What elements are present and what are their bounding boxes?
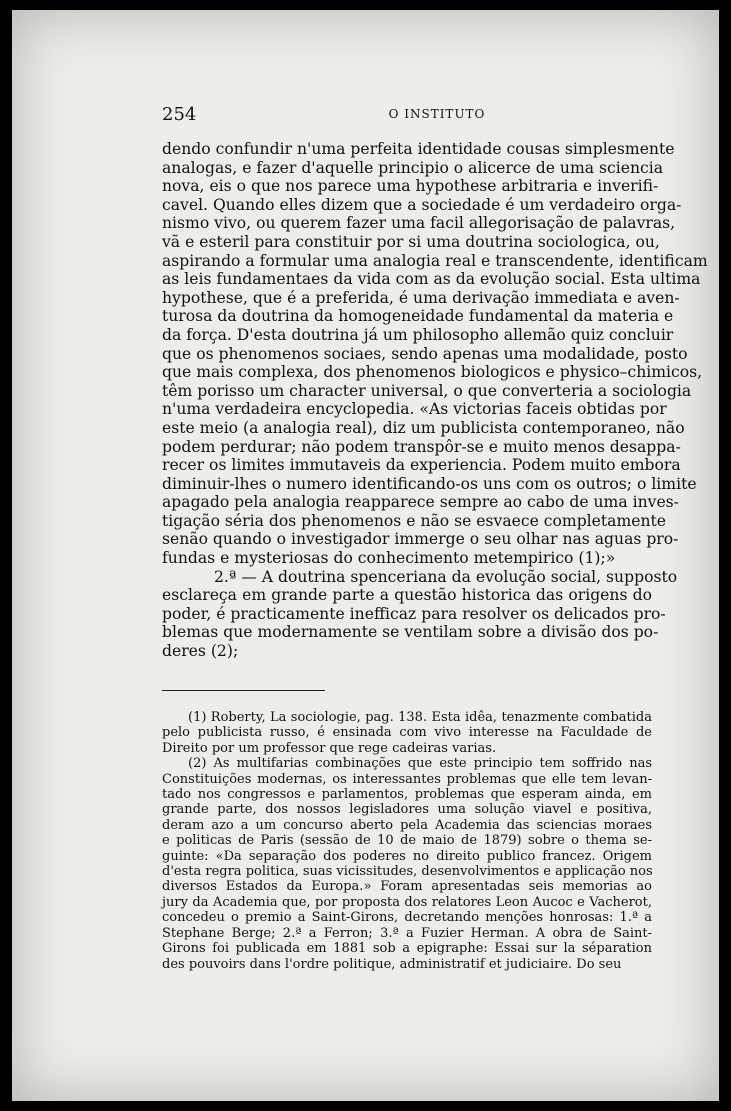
page-number: 254 [162, 104, 197, 125]
text-line: as leis fundamentaes da vida com as da evolução social. Esta ultima [162, 270, 701, 289]
text-line: analogas, e fazer d'aquelle principio o alicerce de uma sciencia [162, 158, 664, 177]
footnote-line: (2) As multifarias combinações que este principio tem soffrido nas [188, 756, 652, 772]
running-title: O INSTITUTO [388, 107, 486, 121]
text-line: nova, eis o que nos parece uma hypothese arbitraria e inverifi- [162, 177, 659, 196]
footnote-line: concedeu o premio a Saint-Girons, decretando menções honrosas: 1.ª a [162, 910, 652, 926]
book-page [12, 10, 719, 1101]
text-line: cavel. Quando elles dizem que a sociedade é um verdadeiro orga- [162, 195, 682, 214]
footnote-line: Stephane Berge; 2.ª a Ferron; 3.ª a Fuzier Herman. A obra de Saint- [162, 925, 652, 941]
text-line: fundas e mysteriosas do conhecimento metempirico (1);» [162, 549, 616, 568]
footnote-line: d'esta regra politica, suas vicissitudes, desenvolvimentos e applicação nos [162, 864, 653, 880]
text-line: podem perdurar; não podem transpôr-se e muito menos desappa- [162, 437, 681, 456]
footnote-line: e politicas de Paris (sessão de 10 de maio de 1879) sobre o thema se- [162, 833, 652, 849]
text-line: tigação séria dos phenomenos e não se esvaece completamente [162, 511, 667, 530]
text-line: recer os limites immutaveis da experiencia. Podem muito embora [162, 456, 681, 475]
footnotes [162, 710, 652, 972]
text-line: têm porisso um character universal, o que converteria a sociologia [162, 381, 692, 400]
text-line: esclareça em grande parte a questão historica das origens do [162, 586, 652, 605]
footnote-line: des pouvoirs dans l'ordre politique, administratif et judiciaire. Do seu [162, 956, 622, 972]
footnote-line: Direito por um professor que rege cadeiras varias. [162, 740, 497, 756]
text-line: diminuir-lhes o numero identificando-os uns com os outros; o limite [162, 474, 697, 493]
text-line: poder, é practicamente inefficaz para resolver os delicados pro- [162, 604, 666, 623]
footnote-line: Constituições modernas, os interessantes problemas que elle tem levan- [162, 771, 652, 787]
footnote-line: grande parte, dos nossos legisladores uma solução viavel e positiva, [162, 802, 652, 818]
text-line: nismo vivo, ou querem fazer uma facil allegorisação de palavras, [162, 214, 676, 233]
footnote-line: diversos Estados da Europa.» Foram apresentadas seis memorias ao [162, 879, 652, 895]
text-line: dendo confundir n'uma perfeita identidade cousas simplesmente [162, 140, 675, 158]
text-line: que mais complexa, dos phenomenos biologicos e physico–chimicos, [162, 363, 703, 382]
text-line: da força. D'esta doutrina já um philosopho allemão quiz concluir [162, 325, 674, 344]
footnote-line: guinte: «Da separação dos poderes no direito publico francez. Origem [162, 848, 652, 864]
text-line: deres (2); [162, 642, 239, 661]
text-line: 2.ª — A doutrina spenceriana da evolução social, supposto [214, 567, 678, 586]
footnote-divider [162, 690, 325, 691]
footnote-line: jury da Academia que, por proposta dos relatores Leon Aucoc e Vacherot, [162, 894, 652, 910]
text-line: turosa da doutrina da homogeneidade fundamental da materia e [162, 307, 674, 326]
text-line: blemas que modernamente se ventilam sobre a divisão dos po- [162, 623, 659, 642]
footnote-line: (1) Roberty, La sociologie, pag. 138. Esta idêa, tenazmente combatida [188, 710, 652, 725]
footnote-line: Girons foi publicada em 1881 sob a epigraphe: Essai sur la séparation [162, 941, 652, 957]
text-line: vã e esteril para constituir por si uma doutrina sociologica, ou, [162, 232, 660, 251]
text-line: este meio (a analogia real), diz um publicista contemporaneo, não [162, 418, 685, 437]
page-header [162, 104, 652, 128]
text-line: apagado pela analogia reapparece sempre ao cabo de uma inves- [162, 493, 679, 512]
footnote-line: pelo publicista russo, é ensinada com vivo interesse na Faculdade de [162, 725, 652, 741]
text-line: aspirando a formular uma analogia real e transcendente, identificam [162, 251, 708, 270]
text-line: n'uma verdadeira encyclopedia. «As victorias faceis obtidas por [162, 400, 667, 419]
text-line: que os phenomenos sociaes, sendo apenas uma modalidade, posto [162, 344, 688, 363]
footnote-line: deram azo a um concurso aberto pela Academia das sciencias moraes [162, 817, 652, 833]
text-line: senão quando o investigador immerge o seu olhar nas aguas pro- [162, 530, 679, 549]
main-text [162, 140, 708, 661]
footnote-line: tado nos congressos e parlamentos, problemas que esperam ainda, em [162, 787, 652, 803]
text-line: hypothese, que é a preferida, é uma derivação immediata e aven- [162, 288, 680, 307]
